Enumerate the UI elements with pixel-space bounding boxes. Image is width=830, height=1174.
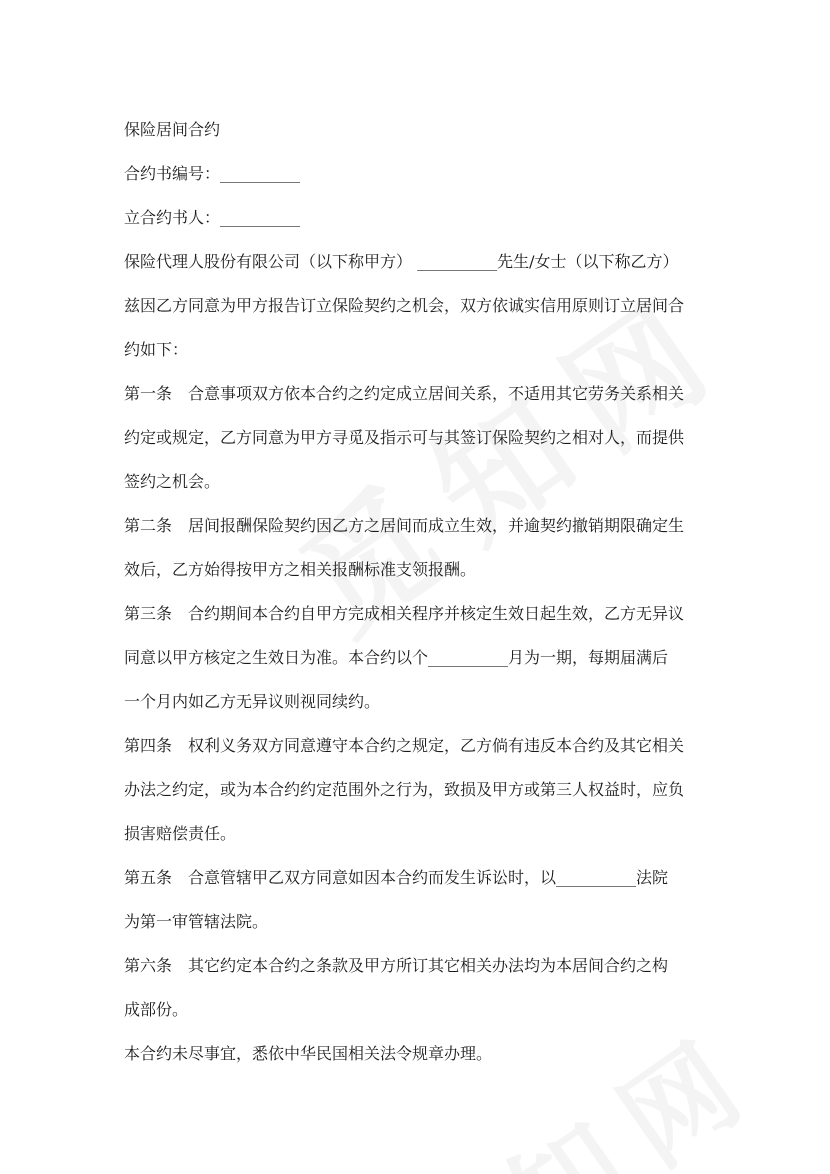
signer-field: 立合约书人：__________ (124, 208, 301, 227)
article-1 (124, 372, 716, 504)
article-4 (124, 724, 716, 856)
article-line: 签约之机会。 (124, 472, 221, 491)
article-6 (124, 944, 716, 1032)
article-line: 损害赔偿责任。 (124, 824, 237, 843)
article-line (124, 856, 716, 900)
article-line (124, 372, 716, 416)
intro-line: 约如下： (124, 340, 189, 359)
article-text: 合意管辖甲乙双方同意如因本合约而发生诉讼时，以__________法院 (188, 868, 669, 887)
article-2 (124, 504, 716, 592)
intro-line: 兹因乙方同意为甲方报告订立保险契约之机会，双方依诚实信用原则订立居间合 (124, 296, 685, 315)
article-line: 约定或规定，乙方同意为甲方寻觅及指示可与其签订保险契约之相对人，而提供 (124, 428, 685, 447)
article-line: 办法之约定，或为本合约约定范围外之行为，致损及甲方或第三人权益时，应负 (124, 780, 685, 799)
article-text: 合约期间本合约自甲方完成相关程序并核定生效日起生效，乙方无异议 (188, 604, 685, 623)
article-label: 第四条 (124, 736, 173, 755)
article-label: 第二条 (124, 516, 173, 535)
article-label: 第三条 (124, 604, 173, 623)
article-line (124, 724, 716, 768)
intro-paragraph (124, 284, 716, 372)
closing-statement: 本合约未尽事宜，悉依中华民国相关法令规章办理。 (124, 1044, 493, 1063)
article-label: 第六条 (124, 956, 173, 975)
article-3 (124, 592, 716, 724)
article-text: 居间报酬保险契约因乙方之居间而成立生效，并逾契约撤销期限确定生 (188, 516, 685, 535)
article-text: 权利义务双方同意遵守本合约之规定，乙方倘有违反本合约及其它相关 (188, 736, 685, 755)
document-body (124, 108, 716, 1076)
parties-line: 保险代理人股份有限公司（以下称甲方） __________先生/女士（以下称乙方） (124, 252, 679, 271)
document-title: 保险居间合约 (124, 120, 221, 139)
article-line (124, 592, 716, 636)
article-text: 其它约定本合约之条款及甲方所订其它相关办法均为本居间合约之构 (188, 956, 669, 975)
article-5 (124, 856, 716, 944)
contract-number-field: 合约书编号：__________ (124, 164, 301, 183)
article-line: 同意以甲方核定之生效日为准。本合约以个__________月为一期，每期届满后 (124, 648, 669, 667)
article-line: 为第一审管辖法院。 (124, 912, 269, 931)
article-label: 第五条 (124, 868, 173, 887)
article-line: 效后，乙方始得按甲方之相关报酬标准支领报酬。 (124, 560, 477, 579)
article-text: 合意事项双方依本合约之约定成立居间关系，不适用其它劳务关系相关 (188, 384, 685, 403)
article-line: 一个月内如乙方无异议则视同续约。 (124, 692, 381, 711)
article-label: 第一条 (124, 384, 173, 403)
article-line: 成部份。 (124, 1000, 189, 1019)
article-line (124, 944, 716, 988)
article-line (124, 504, 716, 548)
